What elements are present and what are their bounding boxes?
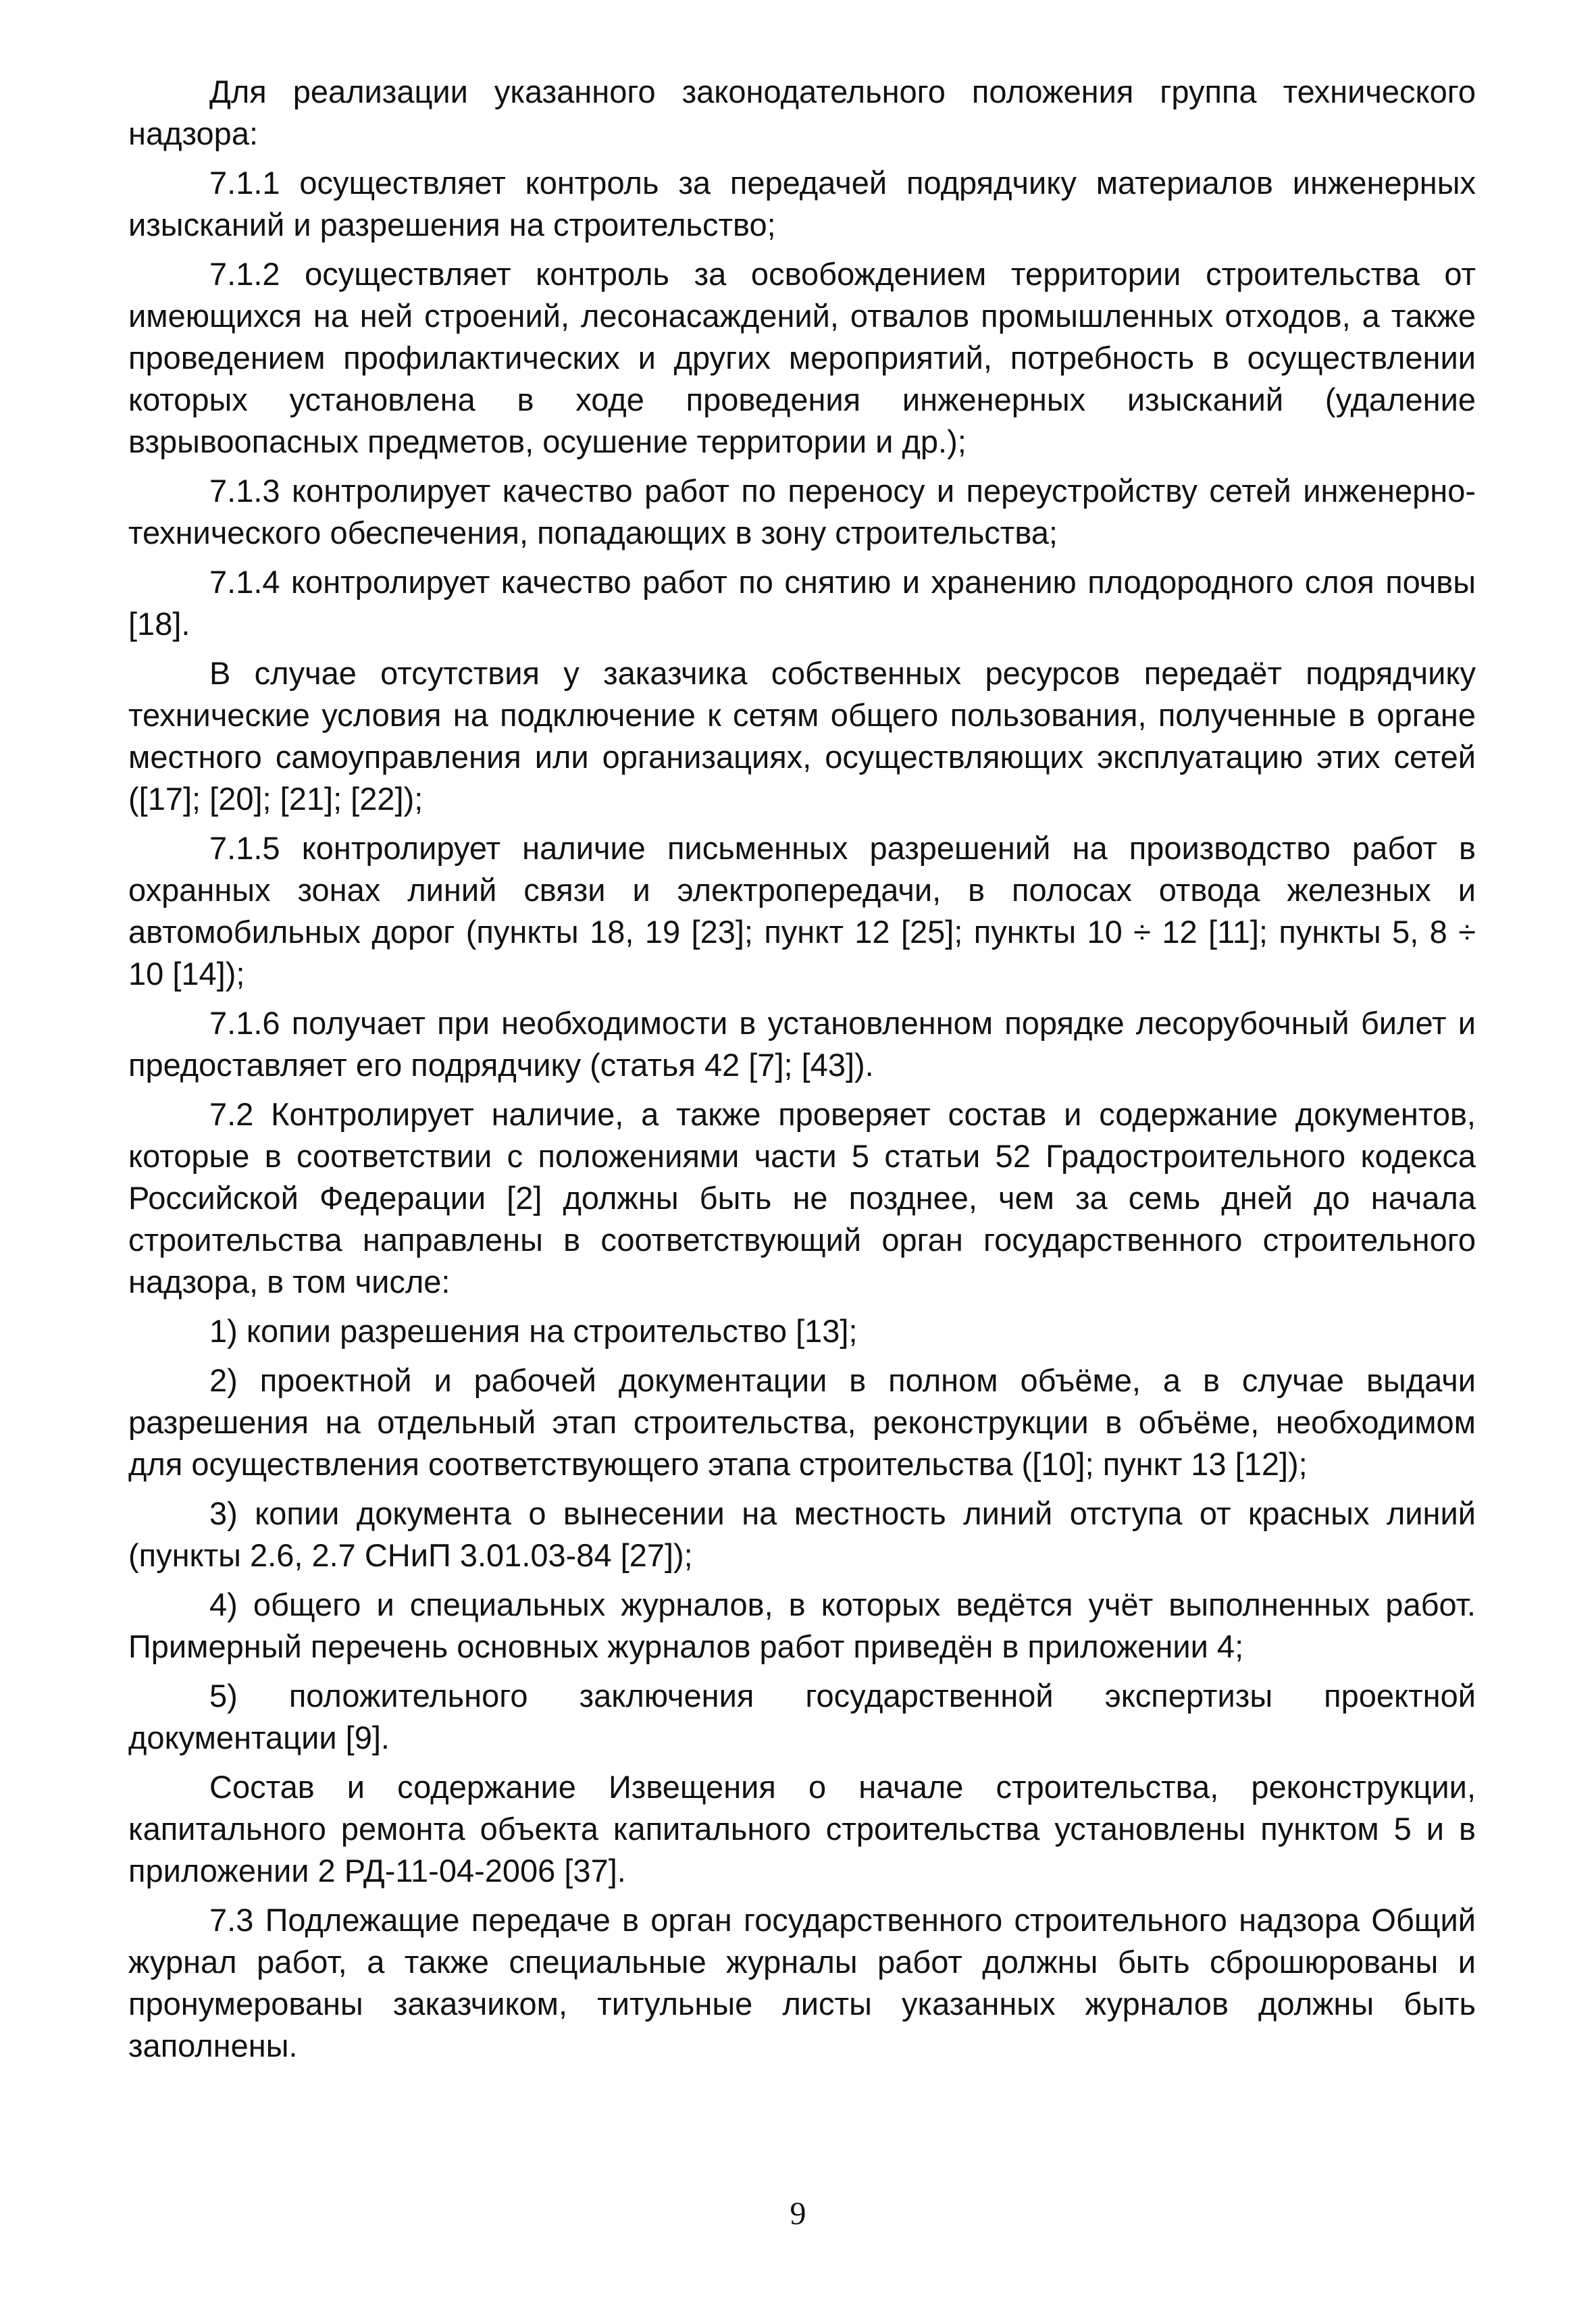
paragraph-7-1-2: 7.1.2 осуществляет контроль за освобождением территории строительства от имеющихся на ней строений, лесонасаждений, отвалов промышленных отходов, а также проведением профилактических и других мероприятий, потребность в осуществлении которых установлена в ходе проведения инженерных изысканий (удаление взрывоопасных предметов, осушение территории и др.);	[128, 256, 1476, 459]
list-item-3: 3) копии документа о вынесении на местность линий отступа от красных линий (пункты 2.6, 2.7 СНиП 3.01.03-84 [27]);	[128, 1495, 1476, 1573]
paragraph-7-1-6: 7.1.6 получает при необходимости в установленном порядке лесорубочный билет и предоставляет его подрядчику (статья 42 [7]; [43]).	[128, 1005, 1476, 1083]
paragraph-resources: В случае отсутствия у заказчика собственных ресурсов передаёт подрядчику технические условия на подключение к сетям общего пользования, полученные в органе местного самоуправления или организациях, осуществляющих эксплуатацию этих сетей ([17]; [20]; [21]; [22]);	[128, 655, 1476, 817]
paragraph-7-3: 7.3 Подлежащие передаче в орган государственного строительного надзора Общий журнал работ, а также специальные журналы работ должны быть сброшюрованы и пронумерованы заказчиком, титульные листы указанных журналов должны быть заполнены.	[128, 1902, 1476, 2063]
paragraph-7-1-1: 7.1.1 осуществляет контроль за передачей подрядчику материалов инженерных изысканий и разрешения на строительство;	[128, 165, 1476, 242]
body-text	[128, 71, 1476, 2074]
paragraph-7-1-5: 7.1.5 контролирует наличие письменных разрешений на производство работ в охранных зонах линий связи и электропередачи, в полосах отвода железных и автомобильных дорог (пункты 18, 19 [23]; пункт 12 [25]; пункты 10 ÷ 12 [11]; пункты 5, 8 ÷ 10 [14]);	[128, 830, 1476, 992]
list-item-1: 1) копии разрешения на строительство [13];	[209, 1313, 858, 1349]
paragraph-intro: Для реализации указанного законодательного положения группа технического надзора:	[128, 74, 1476, 151]
paragraph-7-1-4: 7.1.4 контролирует качество работ по снятию и хранению плодородного слоя почвы [18].	[128, 564, 1476, 642]
list-item-5: 5) положительного заключения государственной экспертизы проектной документации [9].	[128, 1678, 1476, 1755]
paragraph-notice: Состав и содержание Извещения о начале строительства, реконструкции, капитального ремонта объекта капитального строительства установлены пунктом 5 и в приложении 2 РД-11-04-2006 [37].	[128, 1769, 1476, 1888]
paragraph-7-1-3: 7.1.3 контролирует качество работ по переносу и переустройству сетей инженерно-технического обеспечения, попадающих в зону строительства;	[128, 473, 1476, 550]
page-number: 9	[790, 2196, 806, 2232]
paragraph-7-2: 7.2 Контролирует наличие, а также проверяет состав и содержание документов, которые в соответствии с положениями части 5 статьи 52 Градостроительного кодекса Российской Федерации [2] должны быть не позднее, чем за семь дней до начала строительства направлены в соответствующий орган государственного строительного надзора, в том числе:	[128, 1096, 1476, 1300]
list-item-2: 2) проектной и рабочей документации в полном объёме, а в случае выдачи разрешения на отдельный этап строительства, реконструкции в объёме, необходимом для осуществления соответствующего этапа строительства ([10]; пункт 13 [12]);	[128, 1362, 1476, 1482]
list-item-4: 4) общего и специальных журналов, в которых ведётся учёт выполненных работ. Примерный перечень основных журналов работ приведён в приложении 4;	[128, 1587, 1476, 1664]
